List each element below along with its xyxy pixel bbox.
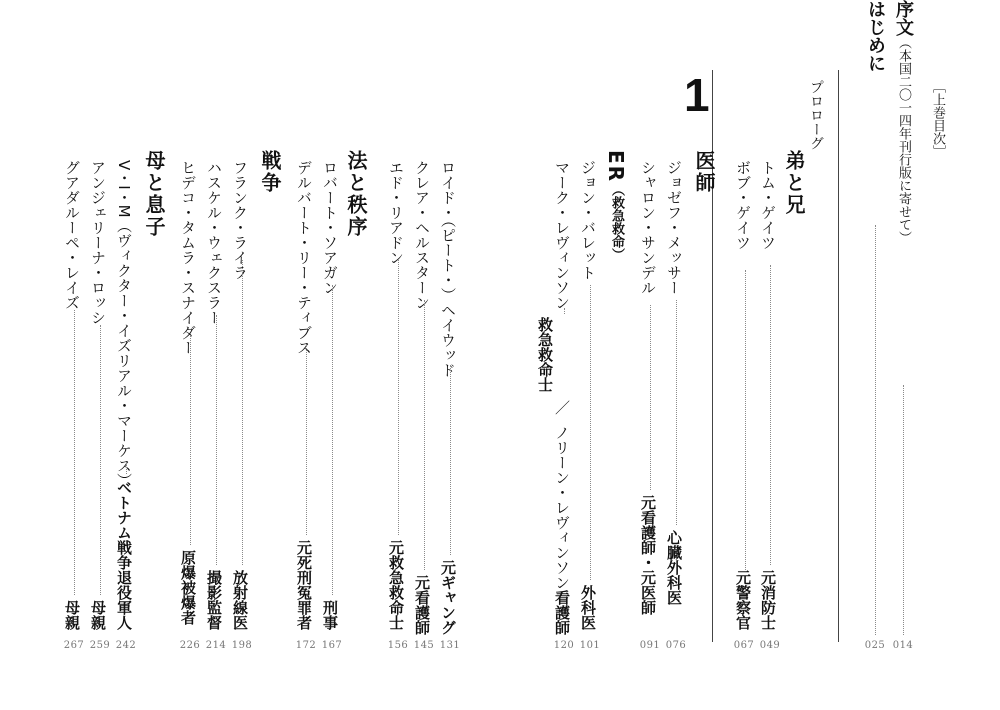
entry-name: トム・ゲイツ	[759, 160, 777, 250]
chapter-title-er	[604, 150, 628, 261]
section-divider	[838, 70, 839, 642]
chapter-number: 1	[684, 69, 710, 121]
page-number: 131	[439, 640, 461, 651]
entry-role: 元看護師・元医師	[639, 495, 657, 615]
page-number: 226	[179, 640, 201, 651]
entry-name: マーク・レヴィンソン	[553, 160, 571, 310]
page-number: 101	[579, 640, 601, 651]
entry-role: 元警察官	[734, 570, 752, 630]
entry-role: 元看護師	[413, 575, 431, 635]
leader-dots	[190, 335, 191, 545]
leader-dots	[242, 260, 243, 565]
page-number: 214	[205, 640, 227, 651]
page-number-intro: 025	[864, 640, 886, 651]
prologue-label: プロローグ	[808, 80, 824, 150]
toc-entry-preface[interactable]	[890, 0, 916, 660]
page-number: 267	[63, 640, 85, 651]
entry-name: ヒデコ・タムラ・スナイダー	[179, 160, 197, 355]
entry-name: ジョゼフ・メッサー	[665, 160, 683, 295]
entry-role: 元救急救命士	[387, 540, 405, 630]
prologue-title: 弟と兄	[782, 150, 806, 216]
entry-role: 母親	[89, 600, 107, 630]
toc-entry-vim[interactable]	[114, 160, 138, 640]
entry-role: 放射線医	[231, 570, 249, 630]
toc-entry-angelina-rossi[interactable]	[88, 160, 112, 640]
chapter-title-doctors: 医師	[692, 150, 716, 194]
toc-entry-tom-gates[interactable]	[758, 160, 782, 640]
intro-title: はじめに	[865, 0, 886, 72]
page-number: 198	[231, 640, 253, 651]
toc-entry-bob-gates[interactable]	[733, 160, 757, 640]
leader-dots	[126, 462, 127, 474]
toc-entry-intro[interactable]	[862, 0, 888, 660]
page-number: 049	[759, 640, 781, 651]
leader-dots	[770, 265, 771, 565]
chapter-title: ER	[604, 150, 628, 184]
entry-role: 刑事	[321, 600, 339, 630]
toc-entry-haskell-wexler[interactable]	[204, 160, 228, 640]
toc-entry-guadalupe-reyes[interactable]	[62, 160, 86, 640]
entry-name: ボブ・ゲイツ	[734, 160, 752, 250]
toc-entry-ed-reardon[interactable]	[386, 160, 410, 640]
entry-name: ロバート・ソアガン	[321, 160, 339, 295]
entry-role: 撮影監督	[205, 570, 223, 630]
leader-dots	[216, 315, 217, 565]
leader-dots	[745, 270, 746, 570]
leader-dots	[332, 285, 333, 595]
leader-dots	[650, 305, 651, 490]
toc-entry-frank-lyra[interactable]	[230, 160, 254, 640]
page-number: 156	[387, 640, 409, 651]
entry-name: エド・リアドン	[387, 160, 405, 265]
toc-entry-hideko-snider[interactable]	[178, 160, 202, 640]
toc-entry-joseph-messer[interactable]	[664, 160, 688, 640]
page-number: 172	[295, 640, 317, 651]
preface-title: 序文	[893, 0, 914, 36]
page-number: 145	[413, 640, 435, 651]
entry-role: 看護師	[553, 590, 571, 635]
entry-name: シャロン・サンデル	[639, 160, 657, 295]
leader-dots	[74, 310, 75, 595]
leader-dots	[590, 285, 591, 580]
entry-name: ロイド・（ピート・）ヘイウッド	[439, 160, 457, 378]
entry-name: V・I・M（ヴィクター・イズリアル・マーケス）	[115, 160, 133, 488]
entry-name: フランク・ライラ	[231, 160, 249, 280]
leader-dots	[450, 365, 451, 555]
page-number: 091	[639, 640, 661, 651]
toc-header-label: ［上巻目次］	[930, 80, 945, 158]
page-number: 067	[733, 640, 755, 651]
leader-dots	[100, 325, 101, 595]
page-number: 167	[321, 640, 343, 651]
entry-role: 心臓外科医	[665, 530, 683, 605]
entry-role-mark-levinson: 救急救命士	[536, 317, 554, 392]
chapter-subtitle: （救急救命）	[609, 183, 624, 262]
toc-entry-claire-helstern[interactable]	[412, 160, 436, 640]
entry-role: 原爆被爆者	[179, 550, 197, 625]
leader-dots	[676, 300, 677, 525]
leader-dots	[398, 260, 399, 535]
entry-role: 母親	[63, 600, 81, 630]
toc-entry-sharon-sandel[interactable]	[638, 160, 662, 640]
entry-role: 元消防士	[759, 570, 777, 630]
leader-dots	[424, 300, 425, 570]
toc-entry-robert-soagan[interactable]	[320, 160, 344, 640]
page-number: 076	[665, 640, 687, 651]
entry-name: グアダルーペ・レイズ	[63, 160, 81, 310]
entry-role: ベトナム戦争退役軍人	[115, 480, 133, 630]
entry-name: ノリーン・レヴィンソン	[553, 425, 571, 590]
page-number: 259	[89, 640, 111, 651]
toc-entry-john-barrett[interactable]	[578, 160, 602, 640]
chapter-title-war: 戦争	[258, 150, 282, 194]
leader-dots	[875, 225, 876, 635]
entry-name: クレア・ヘルスターン	[413, 160, 431, 310]
entry-role: 元死刑冤罪者	[295, 540, 313, 630]
toc-entry-lloyd-haywood[interactable]	[438, 160, 462, 640]
page-number: 242	[115, 640, 137, 651]
leader-dots	[903, 385, 904, 635]
preface-note: （本国二〇一四年刊行版に寄せて）	[896, 36, 911, 244]
entry-role: 外科医	[579, 585, 597, 630]
toc-entry-delbert-tibbs[interactable]	[294, 160, 318, 640]
entry-name: デルバート・リー・ティブス	[295, 160, 313, 355]
chapter-title-mother-son: 母と息子	[142, 150, 166, 238]
page-number: 120	[553, 640, 575, 651]
chapter-title-law-order: 法と秩序	[344, 150, 368, 238]
toc-entry-noreen-levinson[interactable]	[552, 425, 576, 640]
entry-role: 元ギャング	[439, 560, 457, 635]
leader-dots	[306, 345, 307, 535]
entry-name: アンジェリーナ・ロッシ	[89, 160, 107, 325]
entry-name: ハスケル・ウェクスラー	[205, 160, 223, 325]
leader-dots	[564, 308, 565, 314]
entry-name: ジョン・バレット	[579, 160, 597, 280]
entry-separator: ／	[553, 400, 571, 415]
page-number-preface: 014	[892, 640, 914, 651]
